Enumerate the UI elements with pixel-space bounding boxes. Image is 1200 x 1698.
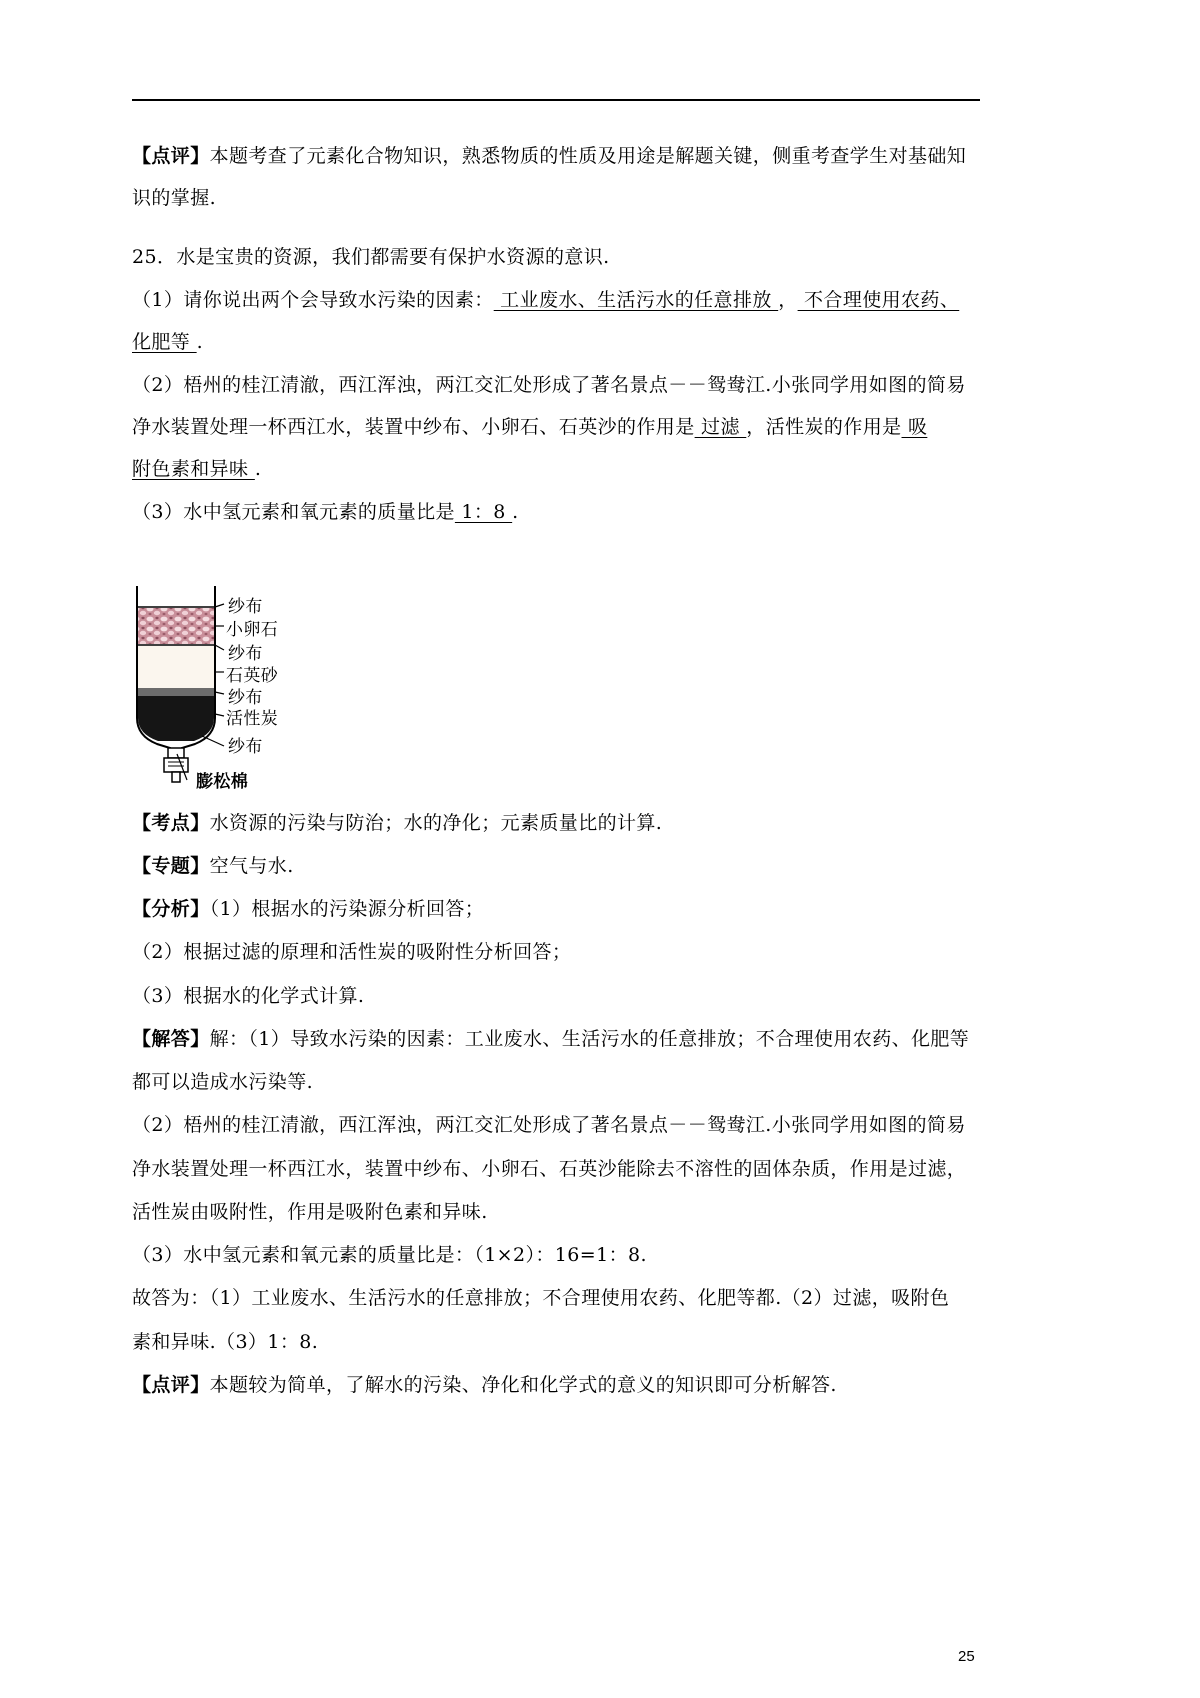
jieda-line-6: （3）水中氢元素和氧元素的质量比是：（1×2）：16=1：8. bbox=[132, 1244, 647, 1266]
comment-text: 本题考查了元素化合物知识，熟悉物质的性质及用途是解题关键，侧重考查学生对基础知 bbox=[209, 145, 967, 167]
kaodian-tag: 【考点】 bbox=[132, 812, 210, 834]
dianping-line bbox=[132, 1373, 837, 1397]
figure-label-pebbles: 小卵石 bbox=[226, 620, 279, 640]
question-part-2-line-3 bbox=[132, 457, 261, 481]
question-part-2-line-2 bbox=[132, 415, 927, 439]
prev-comment-line-1 bbox=[132, 144, 966, 168]
answer-blank: 工业废水、生活污水的任意排放 bbox=[493, 289, 779, 311]
zhuanti-line bbox=[132, 854, 294, 878]
water-filter-figure bbox=[132, 586, 312, 796]
fenxi-line-2: （2）根据过滤的原理和活性炭的吸附性分析回答； bbox=[132, 941, 572, 963]
zhuanti-text: 空气与水. bbox=[209, 855, 294, 877]
jieda-line-2: 都可以造成水污染等. bbox=[132, 1071, 314, 1093]
jieda-text: 解：（1）导致水污染的因素：工业废水、生活污水的任意排放；不合理使用农药、化肥等 bbox=[209, 1028, 970, 1050]
kaodian-line bbox=[132, 811, 662, 835]
zhuanti-tag: 【专题】 bbox=[132, 855, 210, 877]
part-2-prompt: ，活性炭的作用是 bbox=[746, 416, 902, 438]
question-part-2-line-1: （2）梧州的桂江清澈，西江浑浊，两江交汇处形成了著名景点－－鸳鸯江.小张同学用如图的简易 bbox=[132, 374, 966, 396]
dianping-text: 本题较为简单，了解水的污染、净化和化学式的意义的知识即可分析解答. bbox=[209, 1374, 837, 1396]
part-2-prompt: 净水装置处理一杯西江水，装置中纱布、小卵石、石英沙的作用是 bbox=[132, 416, 695, 438]
answer-blank: 吸 bbox=[901, 416, 928, 438]
page-number: 25 bbox=[958, 1648, 975, 1665]
activated-carbon-layer bbox=[138, 696, 214, 741]
question-part-3 bbox=[132, 500, 519, 524]
dianping-tag: 【点评】 bbox=[132, 1374, 210, 1396]
outlet-nozzle bbox=[164, 748, 188, 782]
period: . bbox=[254, 458, 262, 480]
figure-label-activated-carbon: 活性炭 bbox=[226, 709, 279, 729]
answer-blank: 附色素和异味 bbox=[132, 458, 255, 480]
jieda-tag: 【解答】 bbox=[132, 1028, 210, 1050]
answer-blank: 不合理使用农药、 bbox=[797, 289, 960, 311]
kaodian-text: 水资源的污染与防治；水的净化；元素质量比的计算. bbox=[209, 812, 663, 834]
comment-tag: 【点评】 bbox=[132, 145, 210, 167]
jieda-line-3: （2）梧州的桂江清澈，西江浑浊，两江交汇处形成了著名景点－－鸳鸯江.小张同学用如图的简易 bbox=[132, 1114, 966, 1136]
figure-label-gauze: 纱布 bbox=[228, 644, 263, 664]
jieda-line-5: 活性炭由吸附性，作用是吸附色素和异味. bbox=[132, 1201, 488, 1223]
fenxi-line-3: （3）根据水的化学式计算. bbox=[132, 985, 365, 1007]
separator: ， bbox=[778, 289, 798, 311]
answer-line-1: 故答为：（1）工业废水、生活污水的任意排放；不合理使用农药、化肥等都.（2）过滤，吸附色 bbox=[132, 1287, 950, 1309]
pebble-layer bbox=[138, 608, 214, 644]
question-part-1 bbox=[132, 288, 959, 312]
fenxi-tag: 【分析】 bbox=[132, 898, 210, 920]
prev-comment-line-2: 识的掌握. bbox=[132, 187, 217, 209]
quartz-sand-layer bbox=[138, 646, 214, 688]
figure-label-gauze: 纱布 bbox=[228, 737, 263, 757]
figure-label-quartz-sand: 石英砂 bbox=[226, 666, 279, 686]
gauze-layer bbox=[138, 688, 214, 696]
part-3-prompt: （3）水中氢元素和氧元素的质量比是 bbox=[132, 501, 455, 523]
period: . bbox=[512, 501, 519, 523]
answer-line-2: 素和异味.（3）1：8. bbox=[132, 1331, 319, 1353]
jieda-line-1 bbox=[132, 1027, 969, 1051]
part-1-prompt: （1）请你说出两个会导致水污染的因素： bbox=[132, 289, 494, 311]
answer-blank: 化肥等 bbox=[132, 331, 197, 353]
figure-label-gauze: 纱布 bbox=[228, 597, 263, 617]
figure-label-gauze: 纱布 bbox=[228, 688, 263, 708]
question-title: 25．水是宝贵的资源，我们都需要有保护水资源的意识. bbox=[132, 246, 610, 268]
figure-label-cotton: 膨松棉 bbox=[196, 772, 249, 792]
jieda-line-4: 净水装置处理一杯西江水，装置中纱布、小卵石、石英沙能除去不溶性的固体杂质，作用是过滤， bbox=[132, 1158, 967, 1180]
question-part-1-cont bbox=[132, 330, 203, 354]
period: . bbox=[196, 331, 204, 353]
fenxi-text: （1）根据水的污染源分析回答； bbox=[209, 898, 485, 920]
fenxi-line-1 bbox=[132, 897, 484, 921]
answer-blank: 1：8 bbox=[454, 501, 513, 523]
header-rule bbox=[132, 99, 980, 101]
answer-blank: 过滤 bbox=[694, 416, 747, 438]
